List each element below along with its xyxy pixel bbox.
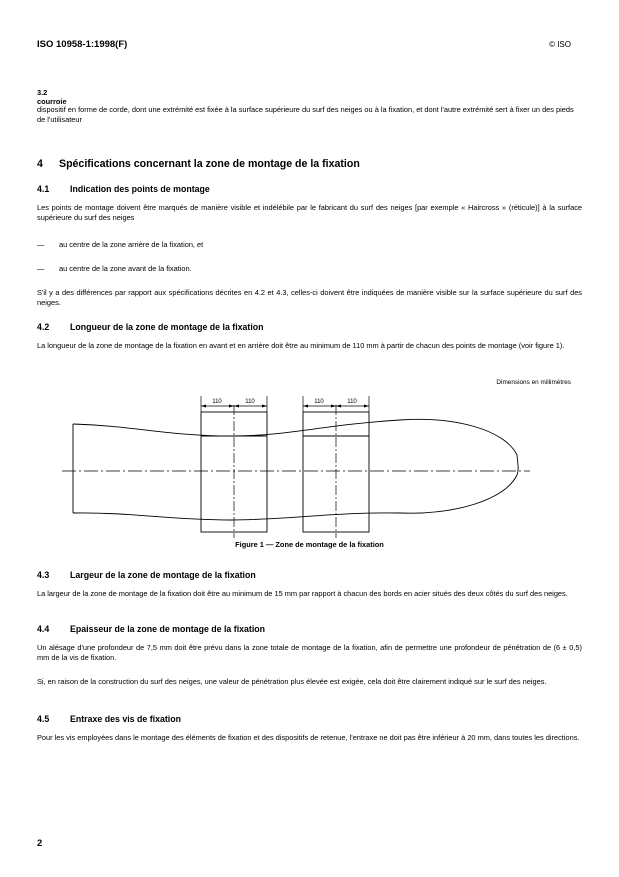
subsection-number: 4.1 xyxy=(37,184,50,194)
board-outline-top xyxy=(73,419,518,475)
page-number: 2 xyxy=(37,838,43,849)
board-outline-bottom xyxy=(73,475,517,520)
arrow-head xyxy=(364,405,369,408)
list-item-text: au centre de la zone arrière de la fixation, et xyxy=(59,240,204,249)
paragraph-4-2-1: La longueur de la zone de montage de la fixation en avant et en arrière doit être au minimum de 110 mm à partir de chacun des points de montage (voir figure 1). xyxy=(37,341,565,350)
dimension-label: 110 xyxy=(347,399,357,405)
def-number: 3.2 xyxy=(37,88,48,97)
subsection-number: 4.5 xyxy=(37,714,50,724)
arrow-head xyxy=(331,405,336,408)
arrow-head xyxy=(303,405,308,408)
paragraph-4-5-1: Pour les vis employées dans le montage des éléments de fixation et des dispositifs de retenue, l'entraxe ne doit pas être inférieur à 20 mm, dans toutes les directions. xyxy=(37,733,580,742)
paragraph-4-4-1: Un alésage d'une profondeur de 7,5 mm doit être prévu dans la zone totale de montage de la fixation, afin de permettre une profondeur de pénétration de (6 ± 0,5) mm de la vis de fixation. xyxy=(37,643,582,662)
def-text: dispositif en forme de corde, dont une extrémité est fixée à la surface supérieure du surf des neiges ou à la fixation, et dont l'autre extrémité sert à fixer un des pieds de l'utilisateur xyxy=(37,105,574,124)
doc-id: ISO 10958-1:1998(F) xyxy=(37,39,128,50)
subsection-4-3-heading xyxy=(37,570,256,580)
dash-mark: — xyxy=(37,264,45,273)
subsection-4-4-heading xyxy=(37,624,265,634)
subsection-title: Epaisseur de la zone de montage de la fixation xyxy=(70,624,266,634)
figure-caption: Figure 1 — Zone de montage de la fixation xyxy=(235,540,384,549)
def-term: courroie xyxy=(37,97,67,106)
subsection-title: Entraxe des vis de fixation xyxy=(70,714,181,724)
copyright: © ISO xyxy=(549,40,571,49)
subsection-4-5-heading xyxy=(37,714,181,724)
subsection-number: 4.2 xyxy=(37,322,50,332)
subsection-title: Largeur de la zone de montage de la fixation xyxy=(70,570,256,580)
paragraph-4-4-2: Si, en raison de la construction du surf des neiges, une valeur de pénétration plus élevée est exigée, cela doit être clairement indiqué sur le surf des neiges. xyxy=(37,677,547,686)
arrow-head xyxy=(262,405,267,408)
subsection-title: Longueur de la zone de montage de la fixation xyxy=(70,322,264,332)
section-title: Spécifications concernant la zone de montage de la fixation xyxy=(59,158,360,170)
arrow-head xyxy=(336,405,341,408)
paragraph-4-3-1: La largeur de la zone de montage de la fixation doit être au minimum de 15 mm par rapport à chacun des bords en acier situés des deux côtés du surf des neiges. xyxy=(37,589,568,598)
dimension-label: 110 xyxy=(314,399,324,405)
arrow-head xyxy=(201,405,206,408)
paragraph-4-1-1: Les points de montage doivent être marqués de manière visible et indélébile par le fabricant du surf des neiges [par exemple « Haircross » (réticule)] à la surface supérieure du surf des neiges xyxy=(37,203,582,222)
subsection-title: Indication des points de montage xyxy=(70,184,210,194)
subsection-number: 4.4 xyxy=(37,624,50,634)
dash-mark: — xyxy=(37,240,45,249)
arrow-head xyxy=(234,405,239,408)
list-item-text: au centre de la zone avant de la fixation. xyxy=(59,264,192,273)
arrow-head xyxy=(229,405,234,408)
dimension-note: Dimensions en millimètres xyxy=(496,379,571,386)
subsection-number: 4.3 xyxy=(37,570,50,580)
paragraph-4-1-2: S'il y a des différences par rapport aux spécifications décrites en 4.2 et 4.3, celles-ci doivent être indiquées de manière visible sur la surface supérieure du surf des neiges. xyxy=(37,288,582,307)
section-number: 4 xyxy=(37,158,43,170)
dimension-label: 110 xyxy=(245,399,255,405)
dimension-label: 110 xyxy=(212,399,222,405)
